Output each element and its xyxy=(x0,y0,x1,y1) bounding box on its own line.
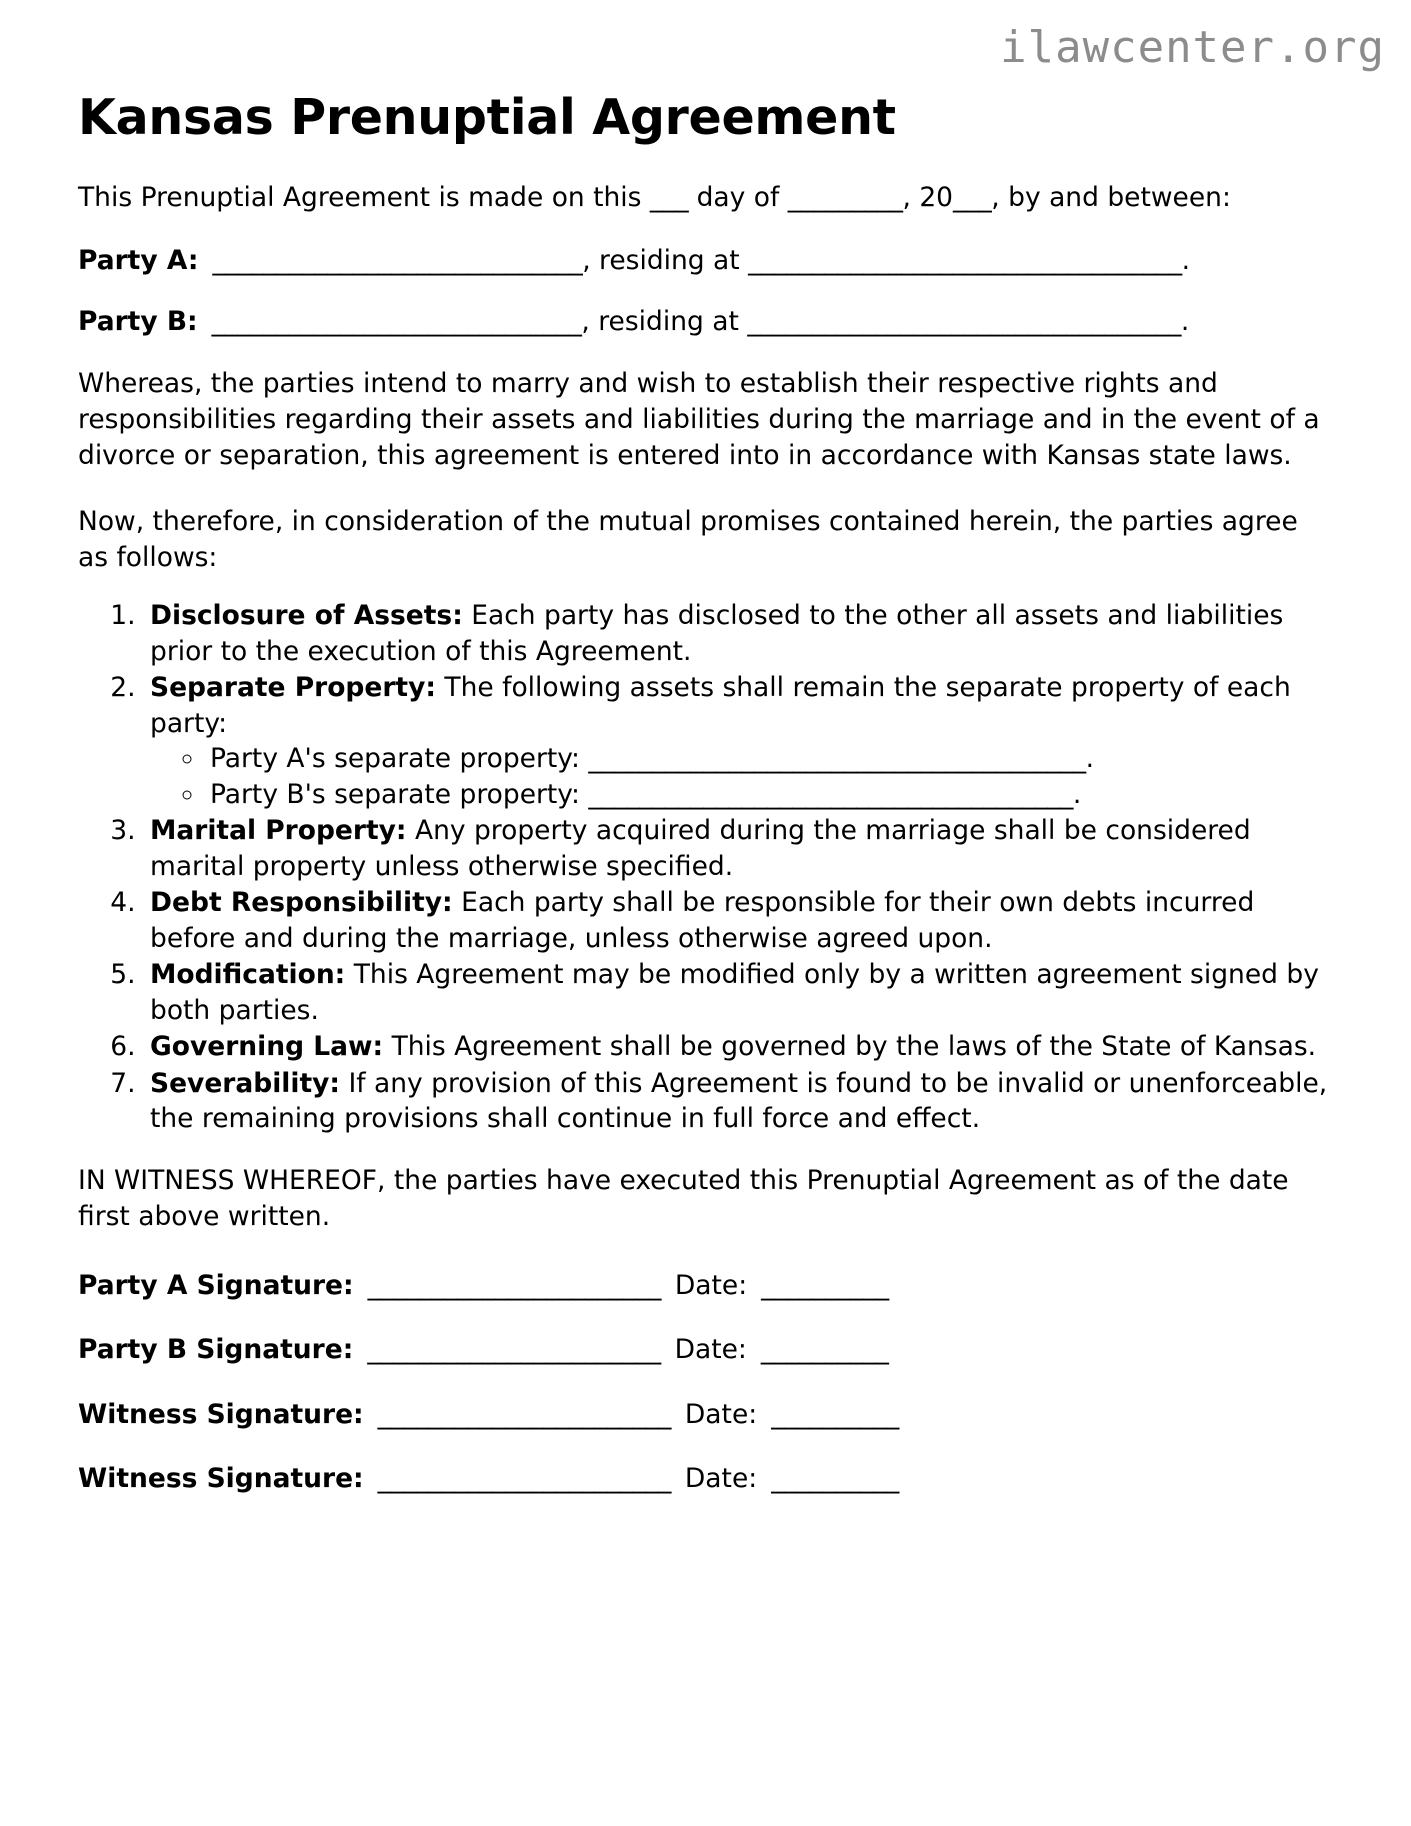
clause-heading: Debt Responsibility: xyxy=(150,887,453,919)
clause-item xyxy=(144,885,1336,956)
party-b-signature-row xyxy=(78,1333,1336,1367)
intro-paragraph xyxy=(78,180,1336,216)
signature-block xyxy=(78,1269,1336,1497)
party-b-label: Party B: xyxy=(78,305,198,337)
clause-heading: Disclosure of Assets: xyxy=(150,600,463,632)
witness-one-signature-row xyxy=(78,1398,1336,1432)
whereas-paragraph: Whereas, the parties intend to marry and wish to establish their respective rights and responsibilities regarding their assets and liabilities during the marriage and in the event of a divorce or separation, this agreement is entered into in accordance with Kansas state laws. xyxy=(78,368,1320,472)
witness-two-signature-row xyxy=(78,1462,1336,1496)
witness-one-date-label: Date: xyxy=(684,1398,758,1430)
clause-heading: Governing Law: xyxy=(150,1031,384,1063)
intro-pre-day: This Prenuptial Agreement is made on this xyxy=(78,182,650,214)
sub-clause-period: . xyxy=(1072,778,1082,810)
party-a-signature-row xyxy=(78,1269,1336,1303)
document-content xyxy=(78,90,1336,1527)
clause-item xyxy=(144,1066,1336,1137)
clause-body: Any property acquired during the marriage shall be considered marital property unless otherwise specified. xyxy=(150,815,1251,882)
party-a-line xyxy=(78,243,1336,279)
month-blank: _________ xyxy=(787,182,903,214)
year-blank: ___ xyxy=(953,182,992,214)
party-a-date-label: Date: xyxy=(674,1269,748,1301)
party-a-signature-label: Party A Signature: xyxy=(78,1269,354,1301)
witness-two-signature-blank: _______________________ xyxy=(377,1463,671,1495)
clause-body: This Agreement shall be governed by the laws of the State of Kansas. xyxy=(383,1031,1317,1063)
witness-two-signature-label: Witness Signature: xyxy=(78,1463,364,1495)
party-a-address-blank: __________________________________ xyxy=(748,244,1182,276)
page-title: Kansas Prenuptial Agreement xyxy=(78,89,896,146)
party-b-signature-label: Party B Signature: xyxy=(78,1334,354,1366)
separate-property-sublist xyxy=(150,741,1336,812)
party-a-property-blank: _______________________________________ xyxy=(588,743,1086,775)
party-b-residing-text: , residing at xyxy=(581,305,748,337)
party-b-period: . xyxy=(1180,305,1190,337)
witness-one-signature-label: Witness Signature: xyxy=(78,1398,364,1430)
clause-body: This Agreement may be modified only by a written agreement signed by both parties. xyxy=(150,959,1319,1026)
sub-clause-period: . xyxy=(1085,743,1095,775)
clause-body: If any provision of this Agreement is found to be invalid or unenforceable, the remaining provisions shall continue in full force and effect. xyxy=(150,1067,1328,1135)
clause-body: Each party has disclosed to the other all assets and liabilities prior to the execution of this Agreement. xyxy=(150,600,1284,667)
site-watermark: ilawcenter.org xyxy=(1000,22,1385,73)
witness-one-signature-blank: _______________________ xyxy=(377,1398,671,1430)
sub-clause-label: Party B's separate property: xyxy=(210,778,589,810)
clause-item xyxy=(144,1029,1336,1065)
party-b-property-blank: ______________________________________ xyxy=(588,778,1073,810)
party-a-period: . xyxy=(1181,244,1191,276)
party-b-signature-blank: _______________________ xyxy=(367,1334,661,1366)
witness-two-date-label: Date: xyxy=(684,1463,758,1495)
clause-list xyxy=(78,598,1336,1137)
party-b-date-blank: __________ xyxy=(760,1334,889,1366)
party-a-residing-text: , residing at xyxy=(582,244,749,276)
party-b-name-blank: _____________________________ xyxy=(211,305,582,337)
clause-heading: Marital Property: xyxy=(150,815,407,847)
in-witness-paragraph: IN WITNESS WHEREOF, the parties have executed this Prenuptial Agreement as of the date first above written. xyxy=(78,1164,1289,1232)
clause-item xyxy=(144,598,1336,669)
clause-heading: Severability: xyxy=(150,1067,341,1099)
party-a-label: Party A: xyxy=(78,244,199,276)
clause-heading: Modification: xyxy=(150,959,346,991)
clause-heading: Separate Property: xyxy=(150,672,436,704)
party-b-line xyxy=(78,304,1336,340)
clause-item xyxy=(144,813,1336,884)
intro-mid: day of xyxy=(688,182,788,214)
witness-two-date-blank: __________ xyxy=(771,1463,899,1495)
party-b-address-blank: __________________________________ xyxy=(747,305,1181,337)
witness-one-date-blank: __________ xyxy=(771,1398,899,1430)
clause-body: The following assets shall remain the separate property of each party: xyxy=(150,672,1291,739)
party-a-name-blank: _____________________________ xyxy=(212,244,583,276)
sub-clause-item xyxy=(206,741,1336,777)
clause-item xyxy=(144,670,1336,812)
clause-body: Each party shall be responsible for their own debts incurred before and during the marriage, unless otherwise agreed upon. xyxy=(150,887,1255,954)
day-blank: ___ xyxy=(649,182,689,214)
sub-clause-item xyxy=(206,777,1336,813)
clause-item xyxy=(144,957,1336,1028)
sub-clause-label: Party A's separate property: xyxy=(210,743,589,775)
intro-post: , by and between: xyxy=(991,182,1231,214)
intro-year-prefix: , 20 xyxy=(902,182,954,214)
party-a-signature-blank: _______________________ xyxy=(367,1269,661,1301)
now-therefore-paragraph: Now, therefore, in consideration of the mutual promises contained herein, the parties agree as follows: xyxy=(78,506,1298,574)
party-a-date-blank: __________ xyxy=(761,1269,889,1301)
party-b-date-label: Date: xyxy=(674,1334,747,1366)
